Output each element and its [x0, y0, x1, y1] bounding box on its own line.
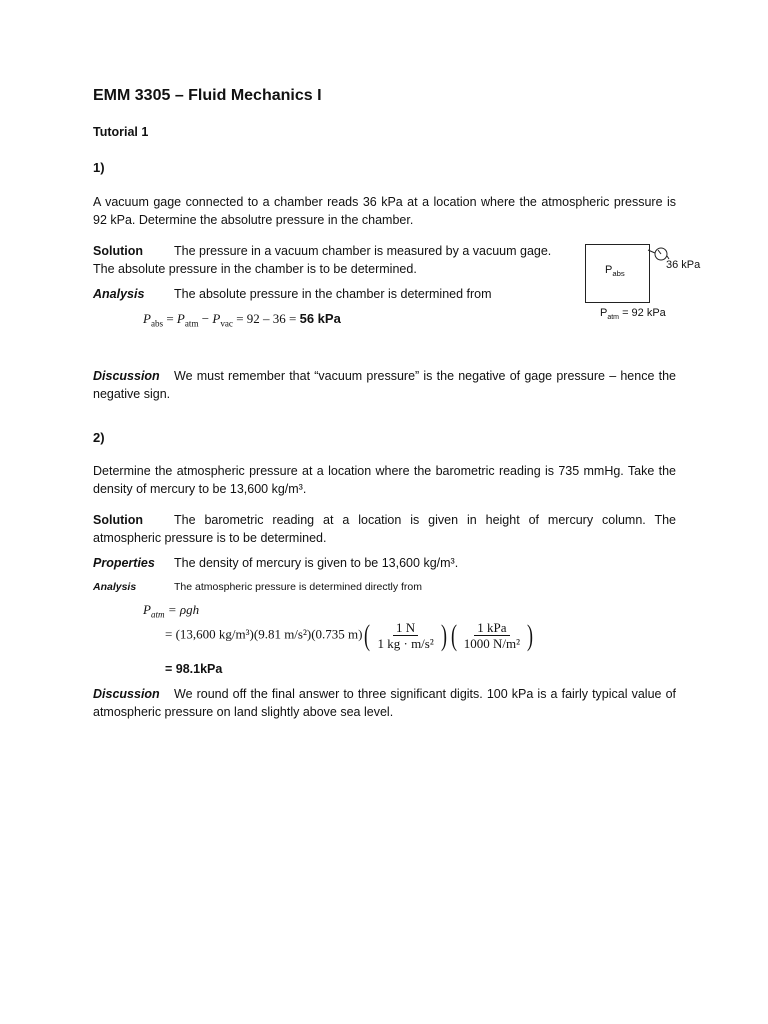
analysis-text: The absolute pressure in the chamber is determined from	[174, 287, 492, 301]
eq-p-vac: P	[212, 311, 221, 326]
question-2-analysis	[93, 580, 422, 594]
question-2-text: Determine the atmospheric pressure at a location where the barometric reading is 735 mmHg. Take the density of mercury to be 13,600 kg/m³.	[93, 464, 676, 496]
gauge-reading-label: 36 kPa	[666, 259, 701, 271]
chamber-box	[585, 244, 650, 303]
question-1-discussion	[93, 367, 676, 403]
analysis-label: Analysis	[93, 287, 145, 301]
eq-result: 56 kPa	[299, 311, 341, 326]
fraction-newton	[374, 620, 436, 651]
document-title: EMM 3305 – Fluid Mechanics I	[93, 87, 322, 104]
eq-sub-atm: atm	[184, 318, 199, 329]
atm-sub: atm	[607, 314, 620, 322]
question-2-number: 2)	[93, 430, 105, 445]
discussion-label: Discussion	[93, 369, 160, 383]
question-1-solution	[93, 242, 573, 278]
eq2-rhs: = ρgh	[167, 602, 200, 617]
equation-line-2	[165, 620, 535, 651]
open-paren-icon: (	[364, 618, 371, 652]
frac2-den: 1000 N/m²	[463, 636, 521, 651]
fraction-kpa	[461, 620, 523, 651]
chamber-label	[605, 264, 625, 278]
atmospheric-pressure-label	[600, 307, 666, 321]
eq-p-abs: P	[143, 311, 151, 326]
discussion-label-2: Discussion	[93, 687, 160, 701]
frac1-num: 1 N	[393, 620, 418, 636]
eq2-lhs: P	[143, 602, 151, 617]
eq2-main: = (13,600 kg/m³)(9.81 m/s²)(0.735 m)	[165, 626, 363, 642]
question-1-number: 1)	[93, 160, 105, 175]
eq-sub-vac: vac	[220, 318, 233, 329]
tutorial-subtitle: Tutorial 1	[93, 125, 149, 139]
frac1-den: 1 kg · m/s²	[377, 636, 434, 651]
solution-line-1: The pressure in a vacuum chamber is measured by a vacuum gage.	[174, 244, 552, 258]
properties-label: Properties	[93, 556, 155, 570]
solution-label-2: Solution	[93, 513, 143, 527]
chamber-sub: abs	[612, 269, 625, 279]
chamber-p: P	[605, 264, 613, 276]
solution-label: Solution	[93, 244, 143, 258]
open-paren-icon: (	[450, 618, 457, 652]
solution-line-2: The absolute pressure in the chamber is to be determined.	[93, 262, 417, 276]
question-2-properties	[93, 554, 458, 572]
frac2-num: 1 kPa	[474, 620, 509, 636]
question-2-discussion	[93, 685, 676, 721]
question-1-equation: $P_{abs} = P_{atm} - P_{vac} = 92 - 36 = 56$ kPa	[143, 311, 341, 329]
close-paren-icon: )	[527, 618, 534, 652]
equation-line-1	[143, 602, 199, 620]
eq-numbers: = 92 – 36 =	[236, 311, 297, 326]
equation-result: = 98.1kPa	[165, 662, 223, 676]
question-1-text: A vacuum gage connected to a chamber reads 36 kPa at a location where the atmospheric pressure is 92 kPa. Determine the absolutre pressure in the chamber.	[93, 195, 676, 227]
question-2-solution	[93, 511, 676, 547]
close-paren-icon: )	[440, 618, 447, 652]
eq-p-atm: P	[176, 311, 185, 326]
analysis-label-2: Analysis	[93, 581, 137, 593]
discussion-text-2: We round off the final answer to three significant digits. 100 kPa is a fairly typical value of atmospheric pressure on land slightly above sea level.	[93, 687, 676, 719]
properties-text: The density of mercury is given to be 13,600 kg/m³.	[174, 556, 459, 570]
eq2-lhs-sub: atm	[150, 609, 165, 620]
discussion-text: We must remember that “vacuum pressure” is the negative of gage pressure – hence the negative sign.	[93, 369, 676, 401]
solution-text-2: The barometric reading at a location is given in height of mercury column. The atmospheric pressure is to be determined.	[93, 513, 676, 545]
eq-sub-abs: abs	[150, 318, 164, 329]
atm-p: P	[600, 307, 608, 319]
question-1-analysis	[93, 285, 492, 303]
atm-value: = 92 kPa	[622, 307, 666, 319]
analysis-text-2: The atmospheric pressure is determined directly from	[174, 581, 423, 593]
